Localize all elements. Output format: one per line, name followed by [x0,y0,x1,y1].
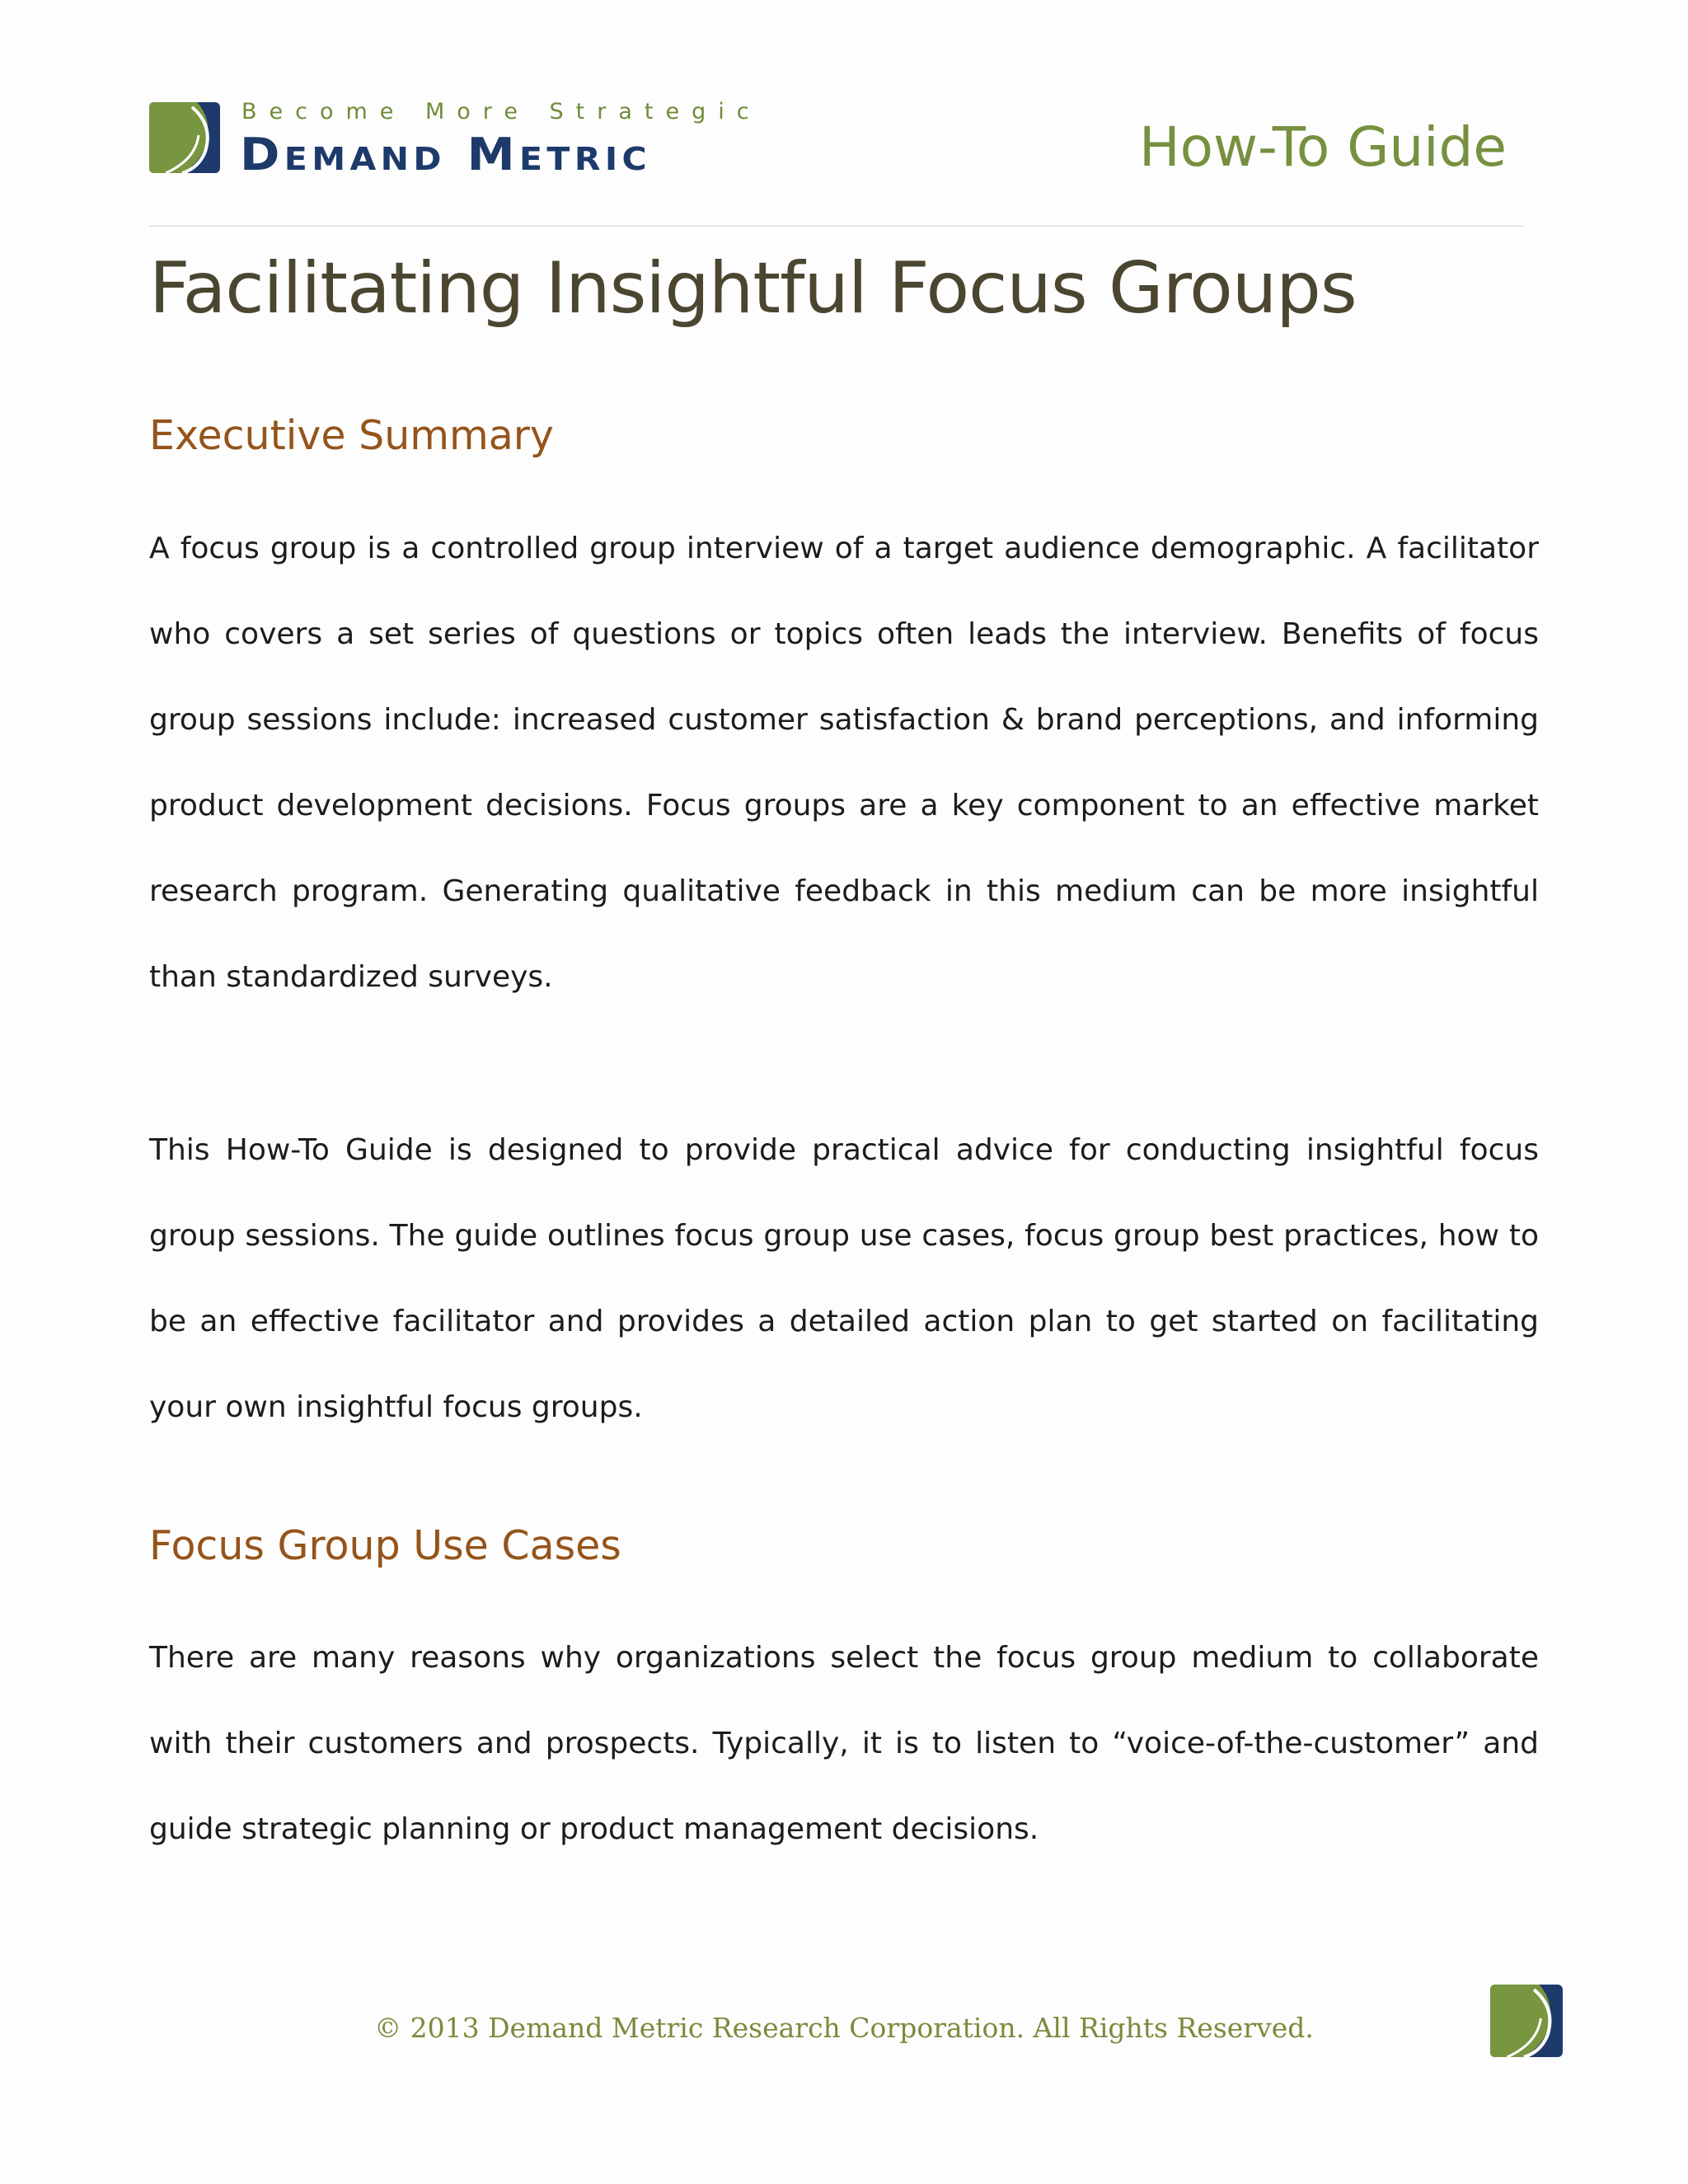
logo-wordmark: Demand Metric [240,129,652,180]
page-header [149,99,1523,227]
logo-tagline: Become More Strategic [241,99,762,124]
footer-logo-icon [1490,1985,1563,2057]
footer-copyright: © 2013 Demand Metric Research Corporation. All Rights Reserved. [374,2012,1314,2044]
paragraph-use-cases-1: There are many reasons why organizations select the focus group medium to collaborate with their customers and prospects. Typically, it is to listen to “voice-of-the-customer” and guide strategic planning or product management decisions. [149,1641,1539,1846]
document-type-label: How-To Guide [1138,115,1507,179]
section-heading-focus-group-use-cases: Focus Group Use Cases [149,1522,621,1569]
logo-mark-icon [149,102,220,173]
paragraph-executive-summary-2: This How-To Guide is designed to provide practical advice for conducting insightful focus group sessions. The guide outlines focus group use cases, focus group best practices, how to be an effective facilitator and provides a detailed action plan to get started on facilitating your own insightful focus groups. [149,1133,1539,1424]
demand-metric-logo [149,99,809,181]
header-divider [149,225,1523,227]
page-title: Facilitating Insightful Focus Groups [149,247,1357,330]
section-heading-executive-summary: Executive Summary [149,412,554,459]
paragraph-executive-summary-1: A focus group is a controlled group interview of a target audience demographic. A facilitator who covers a set series of questions or topics often leads the interview. Benefits of focus group sessions include: increased customer satisfaction & brand perceptions, and informing product development decisions. Focus groups are a key component to an effective market research program. Generating qualitative feedback in this medium can be more insightful than standardized surveys. [149,532,1539,994]
